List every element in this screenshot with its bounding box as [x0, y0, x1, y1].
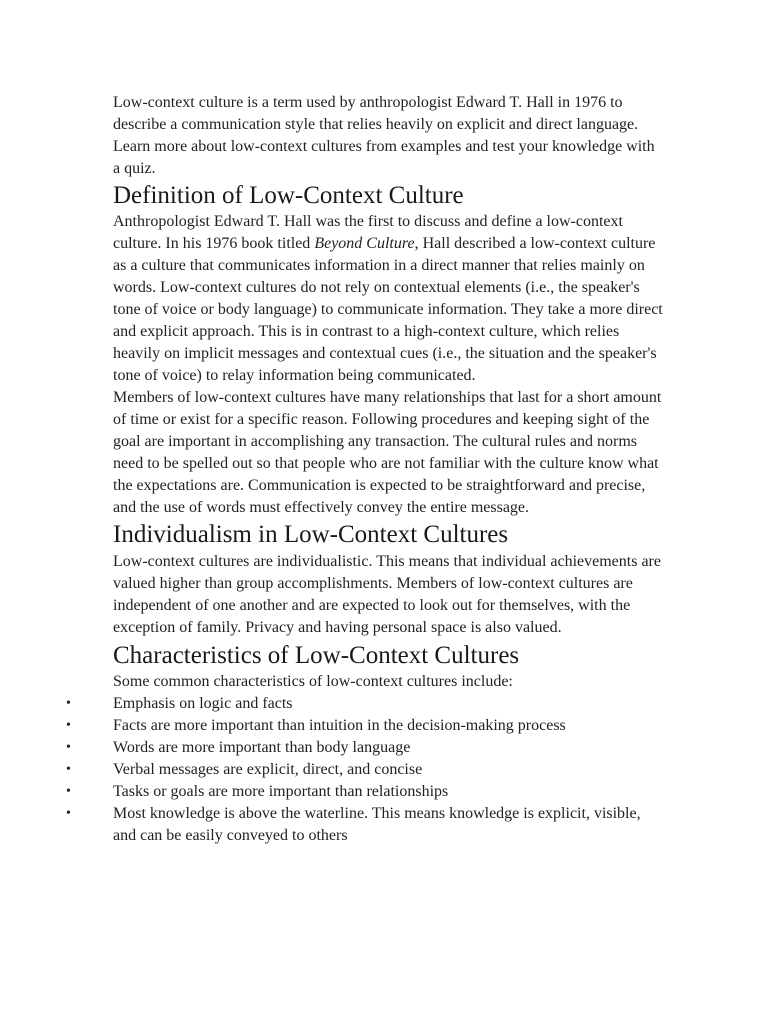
characteristics-lead: Some common characteristics of low-context cultures include: — [113, 673, 513, 690]
list-item — [66, 693, 663, 715]
definition-paragraph-1 — [113, 211, 663, 387]
list-item-text: Facts are more important than intuition in the decision-making process — [113, 717, 566, 734]
individualism-paragraph: Low-context cultures are individualistic. This means that individual achievements are valued higher than group accomplishments. Members of low-context cultures are independent of one another and are expected to look out for themselves, with the exception of family. Privacy and having personal space is also valued. — [113, 553, 661, 636]
bullet-icon: • — [66, 806, 71, 821]
list-item-text: Most knowledge is above the waterline. This means knowledge is explicit, visible, and can be easily conveyed to others — [113, 805, 641, 844]
bullet-icon: • — [66, 740, 71, 755]
document-body — [66, 92, 663, 847]
definition-paragraph-1-start: Anthropologist Edward T. Hall was the first to discuss and define a low-context culture. In his 1976 book titled — [113, 213, 623, 252]
definition-paragraph-2: Members of low-context cultures have many relationships that last for a short amount of time or exist for a specific reason. Following procedures and keeping sight of the goal are important in accomplishing any transaction. The cultural rules and norms need to be spelled out so that people who are not familiar with the culture know what the expectations are. Communication is expected to be straightforward and precise, and the use of words must effectively convey the entire message. — [113, 389, 662, 516]
book-title: Beyond Culture — [314, 235, 415, 252]
list-item — [66, 737, 663, 759]
heading-individualism: Individualism in Low-Context Cultures — [113, 521, 509, 548]
list-item-text: Verbal messages are explicit, direct, and concise — [113, 761, 423, 778]
bullet-icon: • — [66, 762, 71, 777]
list-item-text: Tasks or goals are more important than relationships — [113, 783, 449, 800]
list-item — [66, 803, 663, 847]
bullet-icon: • — [66, 718, 71, 733]
heading-definition: Definition of Low-Context Culture — [113, 182, 464, 209]
intro-paragraph: Low-context culture is a term used by anthropologist Edward T. Hall in 1976 to describe a communication style that relies heavily on explicit and direct language. Learn more about low-context cultures from examples and test your knowledge with a quiz. — [113, 94, 655, 177]
list-item-text: Emphasis on logic and facts — [113, 695, 293, 712]
list-item — [66, 715, 663, 737]
list-item — [66, 759, 663, 781]
characteristics-list — [66, 693, 663, 847]
list-item — [66, 781, 663, 803]
definition-paragraph-1-end: , Hall described a low-context culture as a culture that communicates information in a direct manner that relies mainly on words. Low-context cultures do not rely on contextual elements (i.e., the speaker's tone of voice or body language) to communicate information. They take a more direct and explicit approach. This is in contrast to a high-context culture, which relies heavily on implicit messages and contextual cues (i.e., the situation and the speaker's tone of voice) to relay information being communicated. — [113, 235, 663, 384]
list-item-text: Words are more important than body language — [113, 739, 411, 756]
heading-characteristics: Characteristics of Low-Context Cultures — [113, 642, 520, 669]
bullet-icon: • — [66, 696, 71, 711]
bullet-icon: • — [66, 784, 71, 799]
